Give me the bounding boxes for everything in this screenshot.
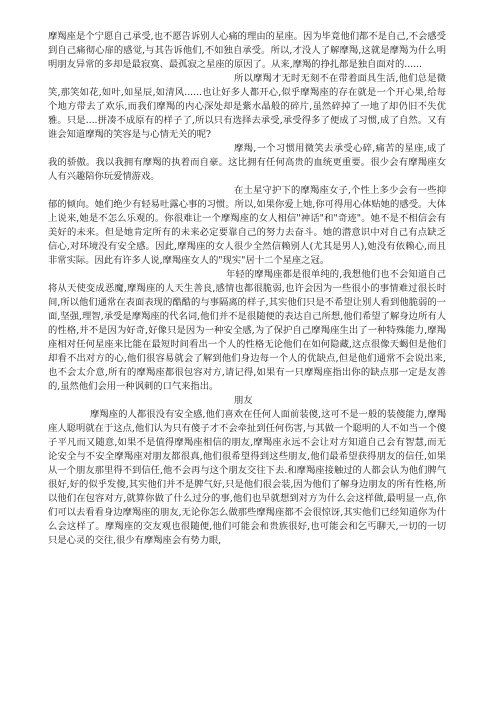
document-page — [48, 30, 446, 548]
paragraph-intro: 摩羯座是个宁愿自己承受,也不愿告诉别人心痛的理由的星座。因为毕竟他们都不是自己,不会感受到自己痛彻心扉的感觉,与其告诉他们,不如独自承受。所以,才没人了解摩羯,这就是摩羯为什么明明朋友异常的多却是最寂寞、最孤寂之星座的原因了。从来,摩羯的挣扎都是独自面对的...... — [48, 31, 446, 70]
paragraph-friends: 摩羯座的人都很没有安全感,他们喜欢在任何人面前装傻,这可不是一般的装傻能力,摩羯座人聪明就在于这点,他们认为只有傻子才不会牵扯到任何伤害,与其做一个聪明的人不如当一个傻子平凡而又随意,如果不是值得摩羯座相信的朋友,摩羯座永远不会让对方知道自己会有智慧,而无论安全与不安全摩羯座对朋友都很真,他们很希望得到这些朋友,他们最希望获得朋友的信任,如果从一个朋友那里得不到信任,他不会再与这个朋友交往下去.和摩羯座接触过的人都会认为他们脾气很好,好的似乎发傻,其实他们并不是脾气好,只是他们很会装,因为他们了解身边朋友的所有性格,所以他们在包容对方,就算你做了什么过分的事,他们也早就想到对方为什么会这样做,最明显一点,你们可以去看看身边摩羯座的朋友,无论你怎么做那些摩羯座都不会很惊讶,其实他们已经知道你为什么会这样了。摩羯座的交友观也很随便,他们可能会和贵族很好,也可能会和乞丐聊天,一切的一切只是心灵的交往,很少有摩羯座会有势力眼, — [48, 409, 446, 546]
paragraph-mask: 所以摩羯才无时无刻不在带着面具生活,他们总是微笑,那笑如花,如叶,如星辰,如清风......也让好多人都开心,似乎摩羯座的存在就是一个开心果,给每个地方带去了欢乐,而我们摩羯的内心深处却是紫水晶般的碎片,虽然碎掉了一地了却仍旧不失优雅。只是....拼凑不成原有的样子了,所以只有选择去承受,承受得多了便成了习惯,成了自然。又有谁会知道摩羯的笑容是与心情无关的呢? — [48, 73, 446, 140]
paragraph-women: 在土星守护下的摩羯座女子,个性上多少会有一些抑郁的倾向。她们绝少有轻易吐露心事的习惯。所以,如果你爱上她,你可得用心体贴她的感受。大体上说来,她是不怎么乐观的。你很难让一个摩羯座的女人相信"神话"和"奇迹"。她不是不相信会有美好的未来。但是她肯定所有的未来必定要靠自己的努力去奋斗。她的潜意识中对自己有点缺乏信心,对环境没有安全感。因此,摩羯座的女人很少全然信赖别人(尤其是男人),她没有依赖心,而且非常实际。因此有许多人说,摩羯座女人的"现实"居十二个星座之冠。 — [48, 185, 446, 266]
section-heading-friends: 朋友 — [234, 395, 253, 406]
paragraph-young: 年轻的摩羯座都是很单纯的,我想他们也不会知道自己将从天使变成恶魔,摩羯座的人天生善良,感情也都很脆弱,也许会因为一些很小的事情难过很长时间,所以他们通常在表面表现的酷酷的与事隔离的样子,其实他们只是不希望让别人看到他脆弱的一面,坚强,理智,承受是摩羯座的代名词,他们并不是很随便的表达自己所想,他们希望了解身边所有人的性格,并不是因为好奇,好像只是因为一种安全感,为了保护自己摩羯座生出了一种特殊能力,摩羯座相对任何星座来比能在最短时间看出一个人的性格无论他们在如何隐藏,这点很像天蝎但是他们却看不出对方的心,他们很容易就会了解到他们身边每一个人的优缺点,但是他们通常不会说出来,也不会太介意,所有的摩羯座都很包容对方,请记得,如果有一只摩羯座指出你的缺点那一定是友善的,虽然他们会用一种讽刺的口气来指出。 — [48, 269, 446, 392]
paragraph-pride: 摩羯,一个习惯用微笑去承受心碎,痛苦的星座,成了我的骄傲。我以我拥有摩羯的执着而自豪。这比拥有任何高贵的血统更重要。很少会有摩羯座女人有兴趣陪你玩爱情游戏。 — [48, 143, 446, 182]
